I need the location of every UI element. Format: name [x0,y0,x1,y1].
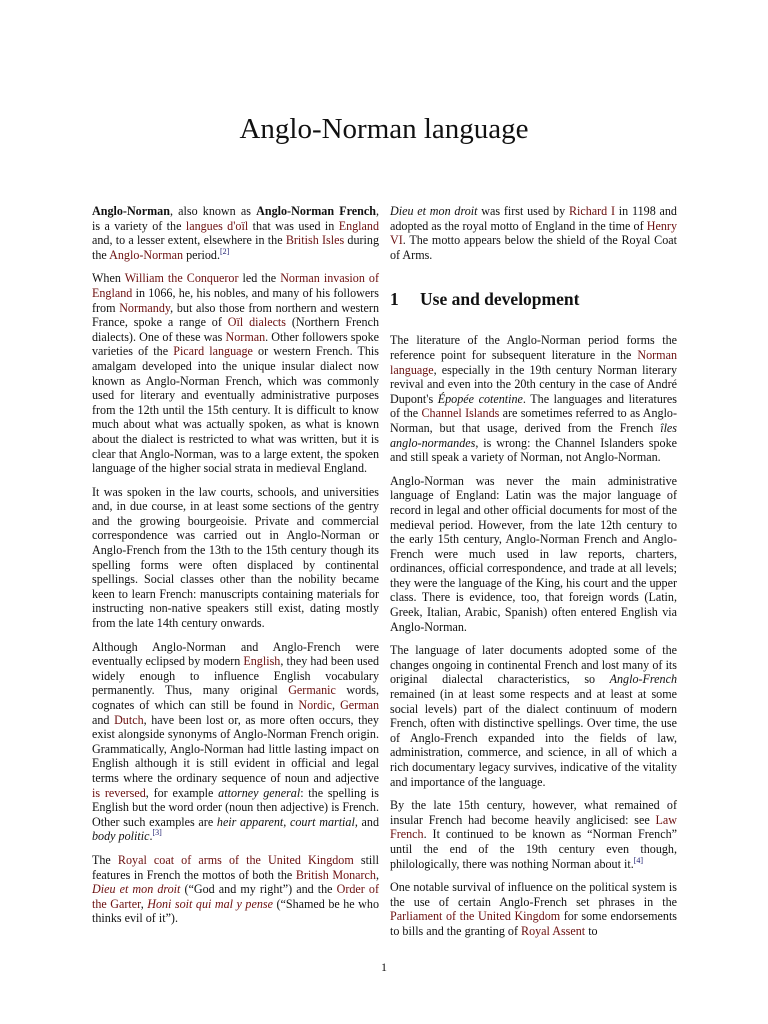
wiki-link[interactable]: Dutch [114,712,144,727]
wiki-link[interactable]: Henry VI [390,218,677,248]
text-run: in 1066, he, his nobles, and many of his followers from [92,285,379,315]
wiki-link[interactable]: Royal coat of arms of the United Kingdom [117,852,354,867]
text-run: . [149,829,153,844]
text-run: in 1198 and adopted as the royal motto of England in the time of [390,204,677,233]
text-run: , [283,814,290,829]
wiki-link[interactable]: langues d'oïl [185,218,249,233]
text-run: that was used in [248,218,339,233]
text-run: , for example [145,785,219,800]
wiki-link[interactable]: Richard I [568,204,616,218]
paragraph [92,853,379,926]
wiki-link[interactable]: Honi soit qui mal y pense [147,896,273,911]
section-title: Use and development [420,289,580,310]
text-run: during the [92,233,379,262]
text-run: Anglo-Norman was never the main administrative language of England: Latin was the major language of record in legal and other official documents for most of the medieval period. However, from the late 12th century to the early 15th century, Anglo-Norman French and Anglo-French were much used in law reports, charters, ordinances, official correspondence, and trade at all levels; they were the language of the King, his court and the upper class. There is evidence, too, that foreign words (Latin, Greek, Italian, Arabic, Spanish) often entered English via Anglo-Norman. [390,473,677,634]
text-run: heir apparent [216,814,284,829]
paragraph [390,798,677,871]
text-run: , [140,896,148,911]
text-run: . It continued to be known as “Norman French” until the end of the 19th century even though, philologically, there was nothing Norman about it. [390,827,677,871]
wiki-link[interactable]: Germanic [288,683,336,698]
wiki-link[interactable]: British Monarch [295,867,376,882]
wiki-link[interactable]: British Isles [285,233,345,248]
text-run: led the [238,271,281,286]
text-run: remained (in at least some respects and at least at some social levels) part of the dialect continuum of modern French, often with distinctive spellings. Over time, the use of Anglo-French expanded into the fields of law, administration, commerce, and science, in all of which a rich documentary legacy survives, indicative of the vitality and importance of the language. [390,687,677,789]
text-run: body politic [92,829,150,844]
page-number: 1 [381,960,387,974]
text-run: , and [354,814,379,829]
text-run: still features in French the mottos of both the [92,852,380,882]
wiki-link[interactable]: is reversed [92,785,146,800]
text-run: . The languages and literatures of the [390,391,677,421]
text-run: to [585,923,598,938]
text-run: , they had been used widely enough to influence English vocabulary permanently. Thus, many original [92,654,379,698]
wiki-link[interactable]: Channel Islands [421,406,500,421]
text-run: attorney general [218,785,301,800]
wiki-link[interactable]: Picard language [173,344,253,359]
text-run: (“Shamed be he who thinks evil of it”). [92,896,380,926]
citation-link[interactable]: [4] [633,855,644,865]
wiki-link[interactable]: Anglo-Norman [109,247,184,262]
right-column-section-body [390,333,677,938]
text-run: , but also those from northern and western France, spoke a range of [92,300,379,330]
text-run: By the late 15th century, however, what remained of insular French had become heavily anglicised: see [390,798,677,827]
text-run: Anglo-Norman French [256,204,376,218]
wiki-link[interactable]: Dieu et mon droit [92,882,181,897]
text-run: It was spoken in the law courts, schools, and universities and, in due course, in at least some sections of the gentry and the growing bourgeoisie. Private and commercial correspondence was carried out in Anglo-Norman or Anglo-French from the 13th to the 15th century though its spelling forms were often displaced by continental spellings. Social classes other than the nobility became keen to learn French: manuscripts containing materials for instructing non-native speakers still exist, dating mostly from the late 14th century onwards. [92,484,379,631]
text-run: was first used by [477,204,569,218]
text-run: . Other followers spoke varieties of the [92,329,379,359]
text-run: (Northern French dialects). One of these was [92,315,379,344]
text-run: Although Anglo-Norman and Anglo-French were eventually eclipsed by modern [92,639,379,669]
wiki-link[interactable]: Norman language [390,347,677,377]
text-run: words, cognates of which can still be found in [92,683,379,712]
wiki-link[interactable]: Norman [225,329,266,344]
left-column [92,204,379,935]
wiki-link[interactable]: William the Conqueror [124,271,239,286]
text-run: Dieu et mon droit [390,204,478,218]
paragraph [390,643,677,789]
paragraph [390,333,677,464]
text-run: , especially in the 19th century Norman literary revival and even into the 20th century in the case of André Dupont's [390,362,677,406]
section-heading [390,289,677,309]
text-run: îles anglo-normandes [390,420,677,450]
paragraph [390,474,677,635]
page-title: Anglo-Norman language [239,113,529,145]
text-run: for some endorsements to bills and the granting of [390,909,678,938]
wiki-link[interactable]: Oïl dialects [227,315,286,330]
section-number: 1 [390,289,399,310]
wiki-link[interactable]: England [338,218,379,233]
text-run: Épopée cotentine [437,391,523,406]
right-column [390,204,677,948]
wiki-link[interactable]: Normandy [119,300,171,315]
paragraph [92,485,379,631]
text-run: The literature of the Anglo-Norman period forms the reference point for subsequent literature in the [390,333,677,362]
wiki-link[interactable]: Law French [390,812,677,842]
text-run: period. [183,247,220,262]
text-run: The language of later documents adopted some of the changes ongoing in continental French and lost many of its original dialectal characteristics, so [390,643,677,687]
text-run: and, to a lesser extent, elsewhere in the [92,233,286,248]
text-run: court martial [290,814,355,829]
wiki-link[interactable]: German [340,698,380,712]
text-run: and [92,712,115,727]
wiki-link[interactable]: Royal Assent [521,923,586,938]
paragraph [92,271,379,475]
text-run: , also known as [169,204,257,218]
paragraph [92,204,379,262]
text-run: When [92,271,125,286]
wiki-link[interactable]: English [243,654,281,669]
text-run: , [375,867,380,882]
citation-link[interactable]: [3] [152,828,162,838]
wiki-link[interactable]: Nordic [298,698,332,712]
right-column-intro [390,204,677,262]
text-run: are sometimes referred to as Anglo-Norman, but that usage, derived from the French [390,406,677,435]
left-column-body [92,204,379,926]
text-run: Anglo-Norman [92,204,170,218]
text-run: One notable survival of influence on the political system is the use of certain Anglo-French set phrases in the [390,880,677,909]
text-run: , is wrong: the Channel Islanders spoke and still speak a variety of Norman, not Anglo-Norman. [390,435,677,465]
text-run: . The motto appears below the shield of the Royal Coat of Arms. [390,233,677,262]
wiki-link[interactable]: Parliament of the United Kingdom [390,909,561,924]
wiki-link[interactable]: Norman invasion of England [92,271,379,300]
text-run: The [92,852,118,867]
text-run: , [331,698,341,712]
paragraph [390,204,677,262]
citation-link[interactable]: [2] [220,246,230,256]
text-run: (“God and my right”) and the [180,882,337,897]
paragraph [390,880,677,938]
text-run: , have been lost or, as more often occurs, they exist alongside synonyms of Anglo-Norman French origin. Grammatically, Anglo-Norman had little lasting impact on English although it is still evident in official and legal terms where the ordinary sequence of noun and adjective [92,712,379,785]
text-run: : the spelling is English but the word order (noun then adjective) is French. Other such examples are [92,785,379,829]
paragraph [92,640,379,844]
wiki-link[interactable]: Order of the Garter [92,882,379,911]
text-run: or western French. This amalgam developed into the unique insular dialect now known as Anglo-Norman French, which was commonly used for literary and eventually administrative purposes from the 12th until the 15th century. It is difficult to know much about what was actually spoken, as what is known about the dialect is restricted to what was written, but it is clear that Anglo-Norman, was to a large extent, the spoken language of the higher social strata in medieval England. [92,344,380,476]
text-run: Anglo-French [609,672,677,687]
text-run: , is a variety of the [92,204,380,233]
